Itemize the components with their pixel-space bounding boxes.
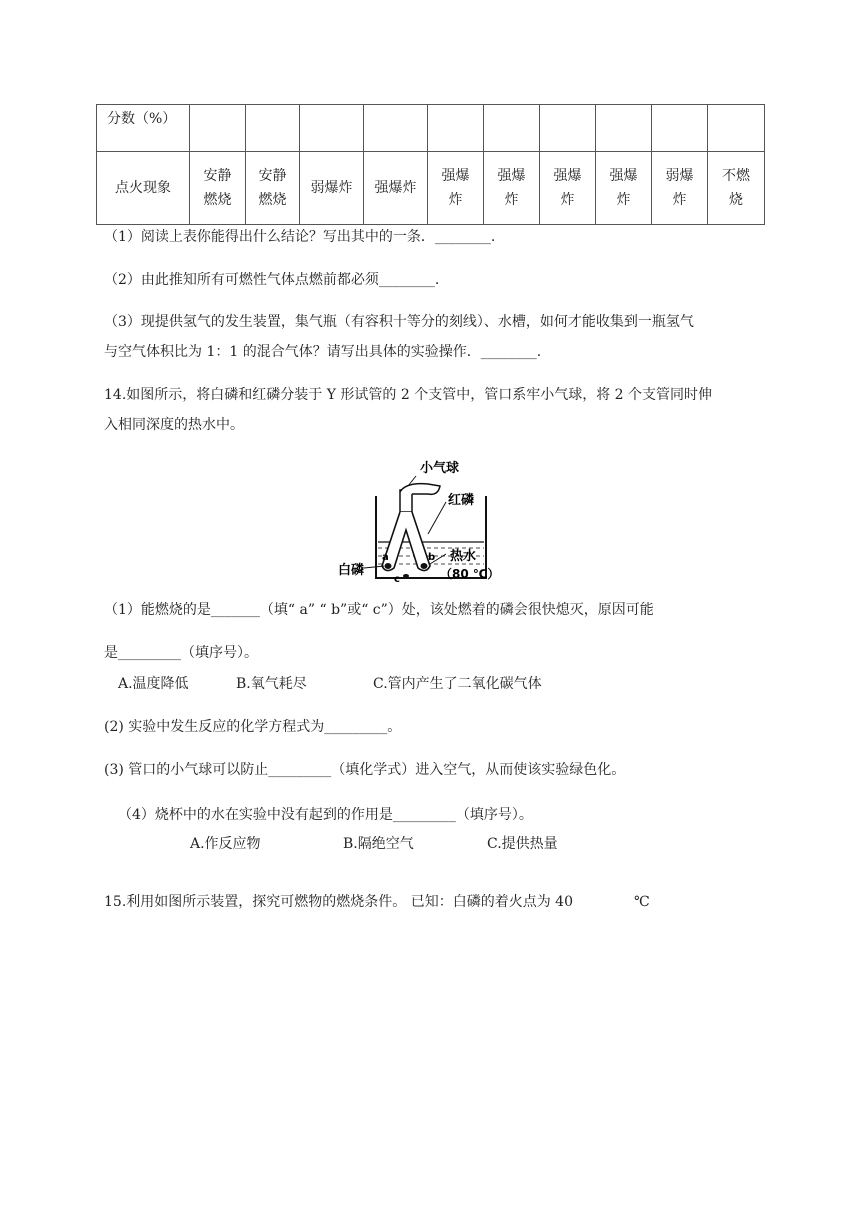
phenomena-header: 点火现象 (97, 152, 190, 225)
q14-part1-line1: （1）能燃烧的是_______（填“ a” “ b”或“ c”）处，该处燃着的磷会很快熄灭，原因可能 (104, 602, 654, 618)
q13-part1: （1）阅读上表你能得出什么结论？写出其中的一条．________. (104, 229, 496, 245)
q14-part4: （4）烧杯中的水在实验中没有起到的作用是_________（填序号）。 (118, 807, 533, 823)
phenomenon-cell: 强爆 炸 (596, 152, 652, 225)
q13-part3-line2: 与空气体积比为 1：1 的混合气体？请写出具体的实验操作．________. (104, 344, 542, 360)
table-cell (246, 105, 300, 152)
point-b-label: b (428, 552, 436, 563)
temperature-label: （80 ℃） (440, 567, 500, 581)
hot-water-label: 热水 (450, 549, 477, 564)
phenomenon-cell: 强爆 炸 (428, 152, 484, 225)
q14-part1-option-a: A.温度降低 (118, 676, 189, 692)
q15-text: 15.利用如图所示装置，探究可燃物的燃烧条件。 已知：白磷的着火点为 40 (104, 894, 573, 910)
phenomenon-cell: 安静 燃烧 (246, 152, 300, 225)
balloon-label: 小气球 (420, 461, 460, 476)
red-phosphorus-label: 红磷 (448, 493, 475, 508)
q14-part4-option-b: B.隔绝空气 (343, 836, 414, 852)
q13-part2: （2）由此推知所有可燃性气体点燃前都必须________. (104, 272, 440, 288)
phenomenon-cell: 强爆 炸 (484, 152, 540, 225)
q14-part1-line2: 是_________（填序号）。 (104, 645, 258, 661)
table-cell (300, 105, 364, 152)
table-cell (540, 105, 596, 152)
table-row-phenomena (97, 152, 765, 225)
table-cell (364, 105, 428, 152)
q14-part1-option-c: C.管内产生了二氧化碳气体 (373, 676, 542, 692)
table-cell (708, 105, 765, 152)
white-phosphorus-label: 白磷 (338, 563, 365, 578)
table-cell (596, 105, 652, 152)
table-cell (652, 105, 708, 152)
q14-part1-option-b: B.氧气耗尽 (236, 676, 307, 692)
point-a-label: a (382, 552, 389, 563)
q14-intro-line2: 入相同深度的热水中。 (104, 417, 244, 433)
phenomenon-cell: 强爆炸 (364, 152, 428, 225)
q14-part3: (3) 管口的小气球可以防止_________（填化学式）进入空气，从而使该实验绿色化。 (104, 762, 626, 778)
q14-intro-line1: 14.如图所示，将白磷和红磷分装于 Y 形试管的 2 个支管中，管口系牢小气球，将 2 个支管同时伸 (104, 387, 713, 403)
table-cell (484, 105, 540, 152)
phenomenon-cell: 安静 燃烧 (190, 152, 246, 225)
table-cell (428, 105, 484, 152)
q14-part4-option-a: A.作反应物 (190, 836, 261, 852)
phenomenon-cell: 弱爆炸 (300, 152, 364, 225)
y-tube-apparatus-figure (336, 456, 516, 586)
phenomenon-cell: 不燃 烧 (708, 152, 765, 225)
q13-part3-line1: （3）现提供氢气的发生装置，集气瓶（有容积十等分的刻线）、水槽，如何才能收集到一瓶氢气 (104, 314, 694, 330)
q14-part4-option-c: C.提供热量 (487, 836, 558, 852)
q15-unit: ℃ (634, 894, 650, 910)
table-cell (190, 105, 246, 152)
point-c-label: c (394, 574, 400, 585)
phenomenon-cell: 弱爆 炸 (652, 152, 708, 225)
table-row-fraction (97, 105, 765, 152)
fraction-header: 分数（%） (97, 105, 190, 152)
q14-part2: (2) 实验中发生反应的化学方程式为_________。 (104, 719, 402, 735)
combustion-table (96, 104, 765, 225)
phenomenon-cell: 强爆 炸 (540, 152, 596, 225)
